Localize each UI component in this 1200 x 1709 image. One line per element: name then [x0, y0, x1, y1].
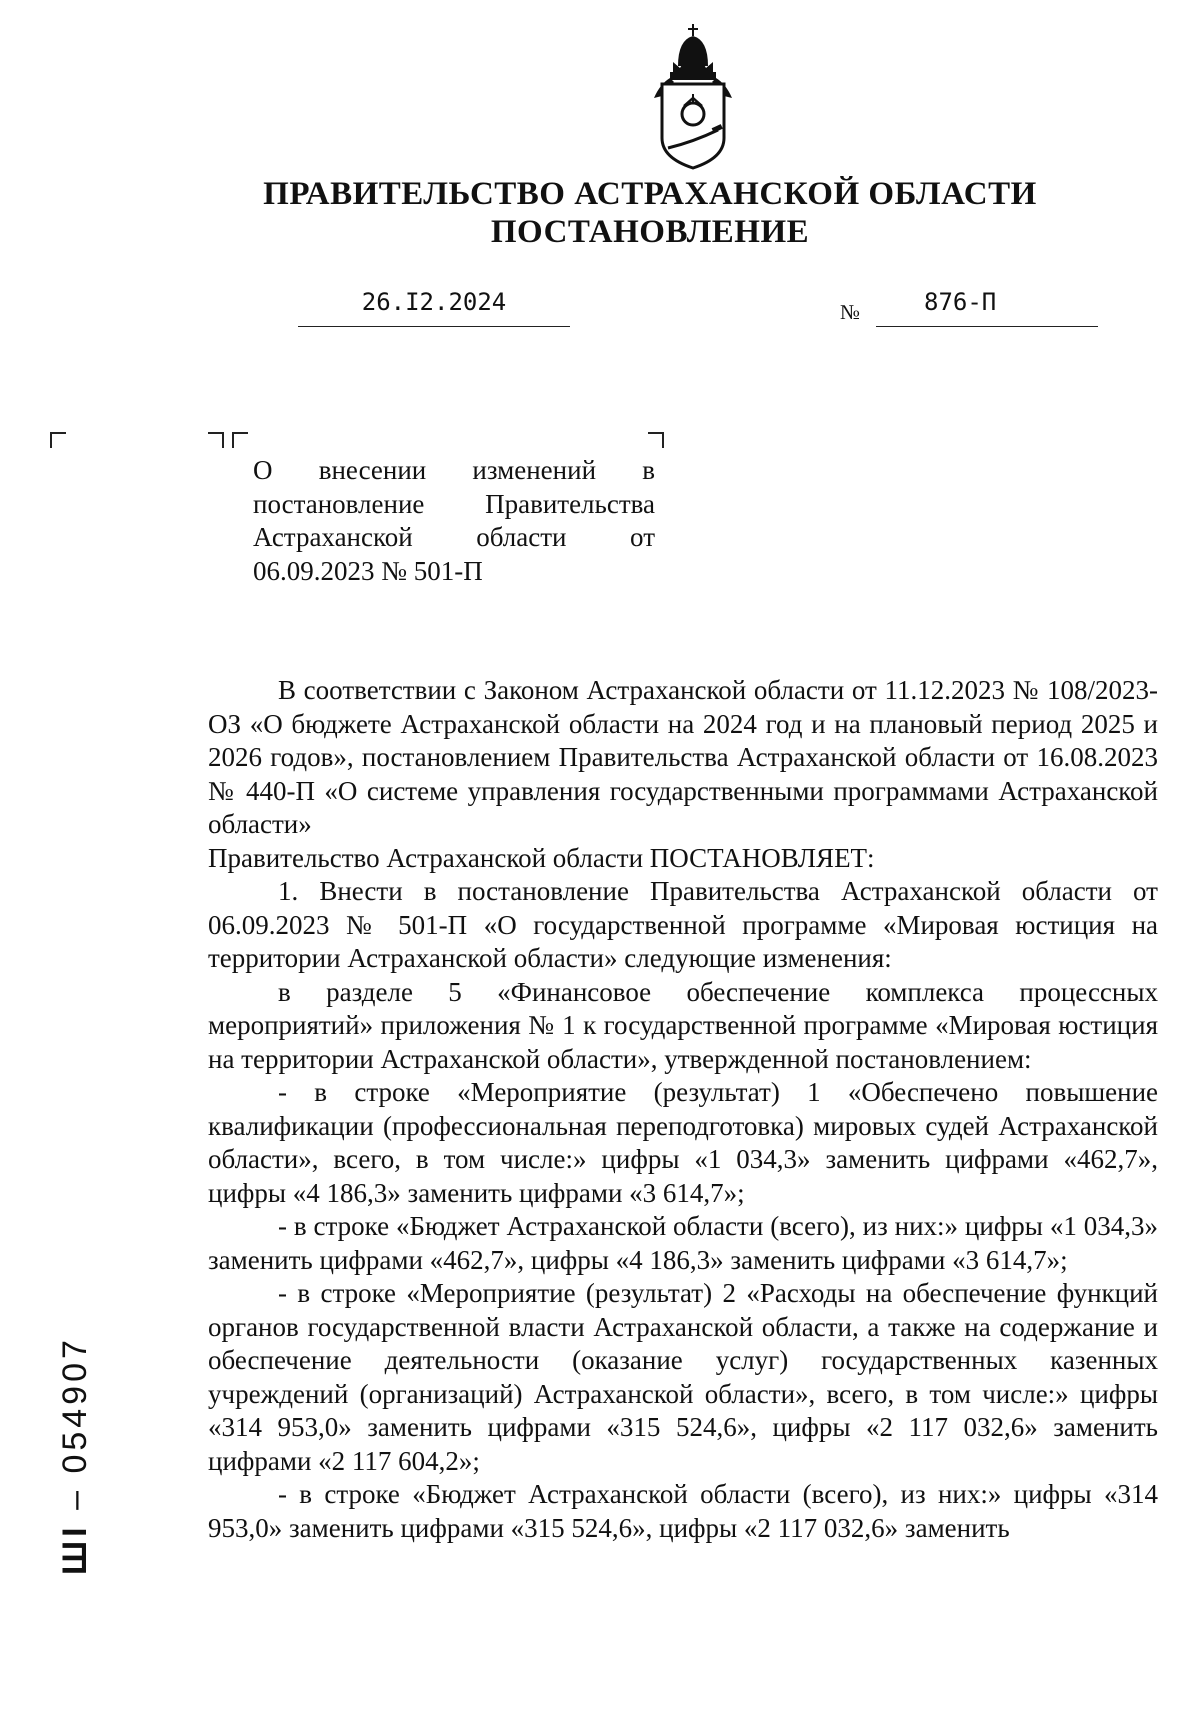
- corner-mark-mid-left: [232, 432, 248, 448]
- document-date: 26.I2.2024: [298, 288, 570, 327]
- document-body: [208, 674, 1158, 1545]
- document-subject: О внесении изменений в постановление Правительства Астраханской области от 06.09.2023 № 501-П: [253, 455, 655, 586]
- body-paragraph-change-2: - в строке «Бюджет Астраханской области (всего), из них:» цифры «1 034,3» заменить цифрами «462,7», цифры «4 186,3» заменить цифрами «3 614,7»;: [208, 1211, 1158, 1275]
- serial-series: ШІ: [56, 1523, 94, 1575]
- number-sign: №: [840, 300, 861, 324]
- document-number: 876-П: [876, 288, 1098, 327]
- body-paragraph-item-1: 1. Внести в постановление Правительства Астраханской области от 06.09.2023 № 501-П «О государственной программе «Мировая юстиция на территории Астраханской области» следующие изменения:: [208, 876, 1158, 973]
- corner-mark-right: [648, 432, 664, 448]
- serial-dash: –: [56, 1487, 94, 1510]
- body-paragraph-resolves: Правительство Астраханской области ПОСТАНОВЛЯЕТ:: [208, 842, 875, 873]
- organization-title: ПРАВИТЕЛЬСТВО АСТРАХАНСКОЙ ОБЛАСТИ: [263, 176, 1037, 212]
- blank-serial-number: [56, 1336, 95, 1575]
- document-type-title: ПОСТАНОВЛЕНИЕ: [490, 214, 810, 250]
- corner-mark-mid-right: [208, 432, 224, 448]
- serial-number: 054907: [56, 1336, 94, 1474]
- corner-mark-left: [50, 432, 66, 448]
- coat-of-arms-icon: [648, 22, 738, 172]
- body-paragraph-section-5: в разделе 5 «Финансовое обеспечение комплекса процессных мероприятий» приложения № 1 к государственной программе «Мировая юстиция на территории Астраханской области», утвержденной постановлением:: [208, 976, 1158, 1074]
- body-paragraph-change-4: - в строке «Бюджет Астраханской области (всего), из них:» цифры «314 953,0» заменить цифрами «315 524,6», цифры «2 117 032,6» заменить: [208, 1479, 1158, 1543]
- body-paragraph-change-3: - в строке «Мероприятие (результат) 2 «Расходы на обеспечение функций органов государственной власти Астраханской области, а также на содержание и обеспечение деятельности (оказание услуг) государственных казенных учреждений (организаций) Астраханской области», всего, в том числе:» цифры «314 953,0» заменить цифрами «315 524,6», цифры «2 117 032,6» заменить цифрами «2 117 604,2»;: [208, 1278, 1158, 1476]
- body-paragraph-preamble: В соответствии с Законом Астраханской области от 11.12.2023 № 108/2023-ОЗ «О бюджете Астраханской области на 2024 год и на плановый период 2025 и 2026 годов», постановлением Правительства Астраханской области от 16.08.2023 № 440-П «О системе управления государственными программами Астраханской области»: [208, 675, 1158, 839]
- body-paragraph-change-1: - в строке «Мероприятие (результат) 1 «Обеспечено повышение квалификации (профессиональная переподготовка) мировых судей Астраханской области», всего, в том числе:» цифры «1 034,3» заменить цифрами «462,7», цифры «4 186,3» заменить цифрами «3 614,7»;: [208, 1077, 1158, 1208]
